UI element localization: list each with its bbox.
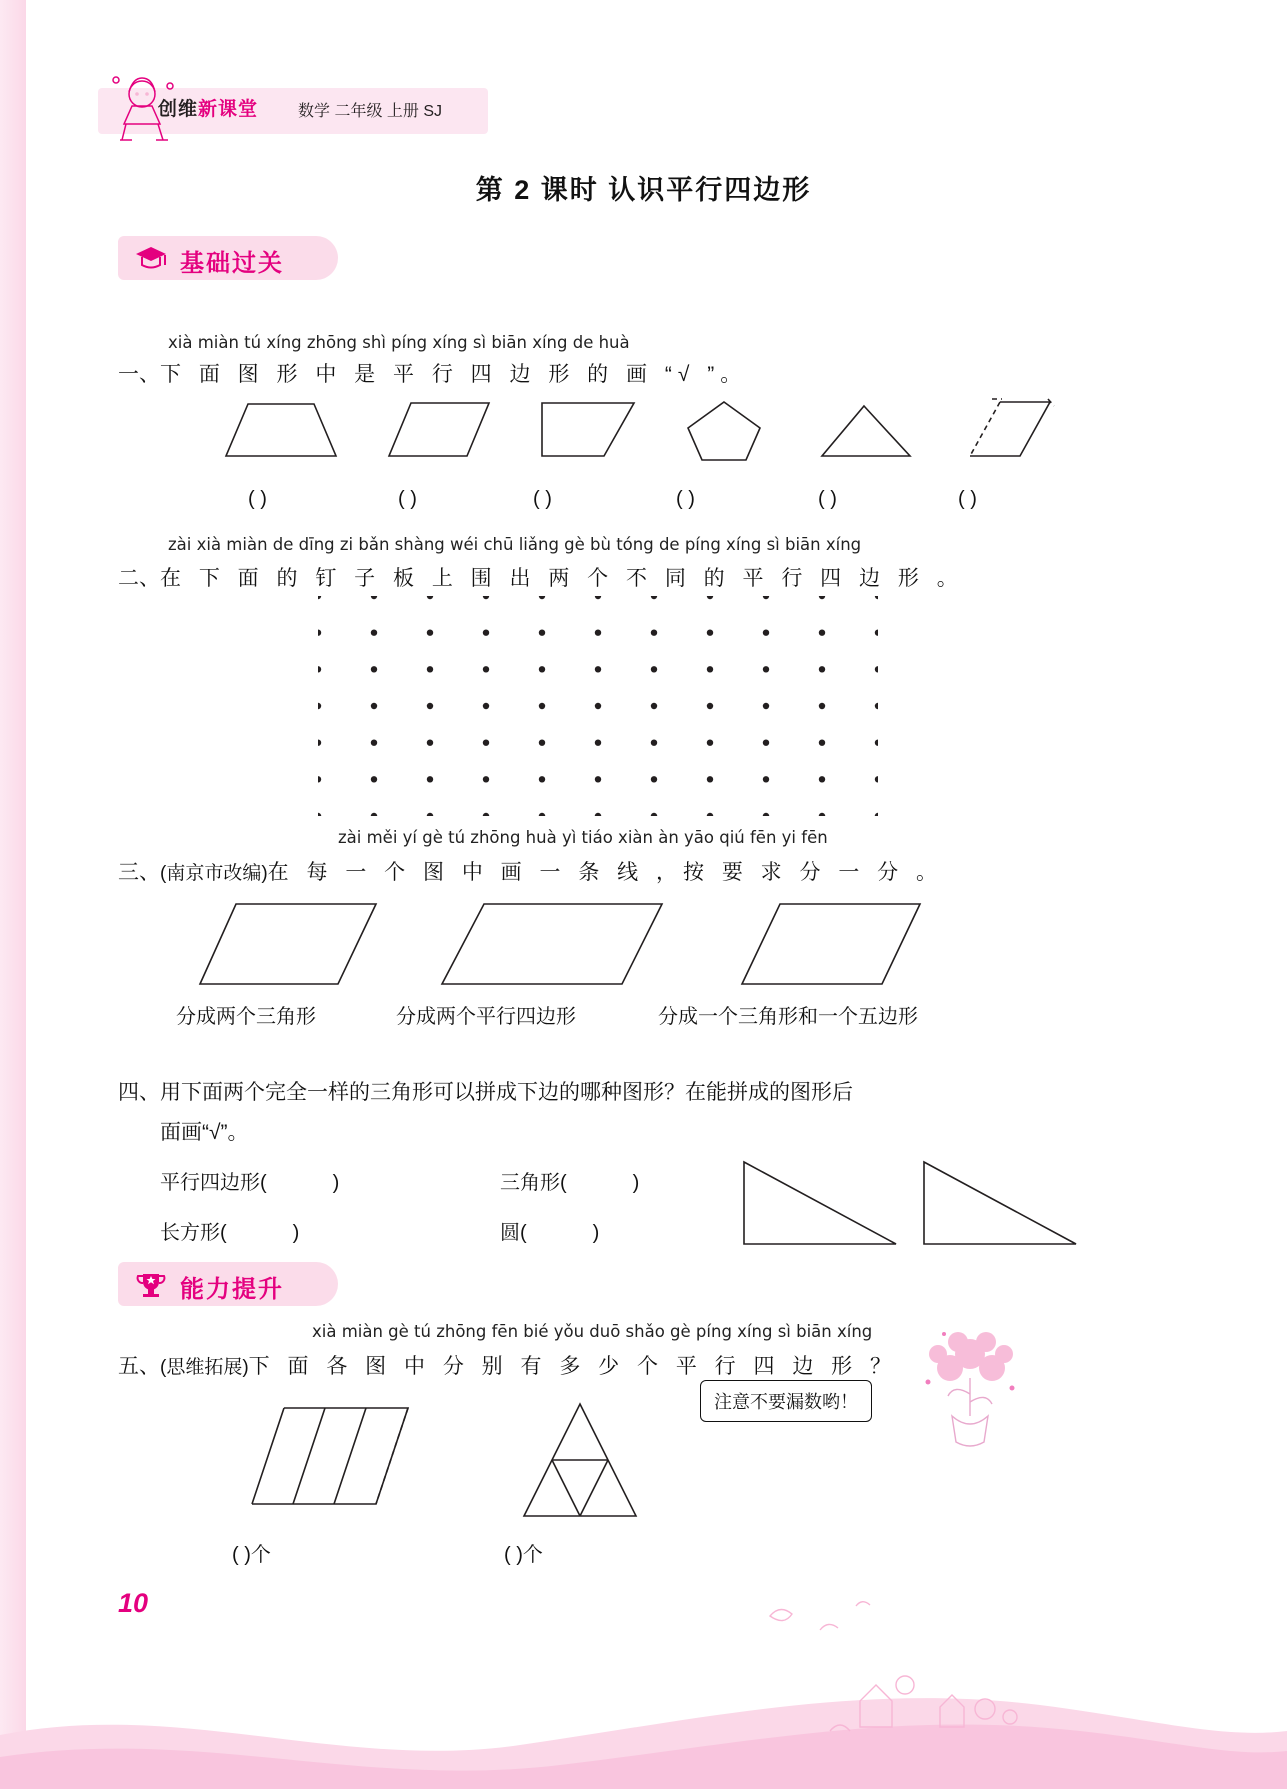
q4-body-1: 用下面两个完全一样的三角形可以拼成下边的哪种图形？在能拼成的图形后 xyxy=(160,1081,853,1104)
page-title: 第 2 课时 认识平行四边形 xyxy=(475,175,812,205)
q5-body: 下 面 各 图 中 分 别 有 多 少 个 平 行 四 边 形 ？ xyxy=(248,1355,898,1378)
q3-source: (南京市改编) xyxy=(160,863,268,884)
q1-shape-parallelogram xyxy=(385,398,495,462)
q5-figure-triangles xyxy=(520,1400,640,1524)
q4-option-3-label: 长方形( xyxy=(160,1222,227,1244)
q4-option-4[interactable] xyxy=(500,1216,599,1245)
q1-shape-trapezoid xyxy=(222,400,340,462)
q4-number: 四、 xyxy=(118,1081,160,1104)
q3-caption-3: 分成一个三角形和一个五边形 xyxy=(658,1006,918,1028)
q1-paren-1[interactable]: ( ) xyxy=(248,488,267,510)
q1-shape-parallelogram-dashed xyxy=(962,396,1056,462)
q4-triangle-2 xyxy=(920,1158,1080,1250)
q3-figure-2[interactable] xyxy=(438,900,666,990)
q4-option-1[interactable] xyxy=(160,1166,339,1195)
q4-text-line2: 面画“√”。 xyxy=(160,1121,249,1144)
section-banner-label-2: 能力提升 xyxy=(180,1276,284,1303)
q1-pinyin: xià miàn tú xíng zhōng shì píng xíng sì biān xíng de huà xyxy=(168,333,630,352)
q1-paren-6[interactable]: ( ) xyxy=(958,488,977,510)
q3-number: 三、 xyxy=(118,861,160,884)
q3-text xyxy=(118,856,943,886)
q1-paren-5[interactable]: ( ) xyxy=(818,488,837,510)
q2-number: 二、 xyxy=(118,567,160,590)
footer-doodle-icon xyxy=(760,1586,880,1646)
q4-option-3[interactable] xyxy=(160,1216,299,1245)
q4-option-2[interactable] xyxy=(500,1166,639,1195)
page-number: 10 xyxy=(118,1588,149,1618)
q5-paren-2[interactable]: ( )个 xyxy=(504,1544,543,1566)
q2-pinyin: zài xià miàn de dīng zi bǎn shàng wéi chū liǎng gè bù tóng de píng xíng sì biān xíng xyxy=(168,535,862,554)
header-subtitle: 数学 二年级 上册 SJ xyxy=(298,103,443,120)
q5-figure-parallelograms xyxy=(248,1404,418,1524)
q1-paren-4[interactable]: ( ) xyxy=(676,488,695,510)
q2-nail-board[interactable] xyxy=(318,596,878,816)
q3-caption-2: 分成两个平行四边形 xyxy=(396,1006,576,1028)
q1-paren-2[interactable]: ( ) xyxy=(398,488,417,510)
q4-option-2-label: 三角形( xyxy=(500,1172,567,1194)
q5-pinyin: xià miàn gè tú zhōng fēn bié yǒu duō shǎo gè píng xíng sì biān xíng xyxy=(312,1322,873,1341)
q3-caption-1: 分成两个三角形 xyxy=(176,1006,316,1028)
q3-figure-1[interactable] xyxy=(196,900,380,990)
q4-option-4-close: ) xyxy=(592,1222,600,1244)
q4-triangle-1 xyxy=(740,1158,900,1250)
q4-option-2-close: ) xyxy=(632,1172,640,1194)
brand-logo-pink: 新课堂 xyxy=(198,99,259,120)
hint-bubble: 注意不要漏数哟！ xyxy=(700,1380,872,1422)
q4-option-1-close: ) xyxy=(332,1172,340,1194)
section-banner-label: 基础过关 xyxy=(180,250,284,277)
q2-text xyxy=(118,562,964,592)
q5-source: (思维拓展) xyxy=(160,1357,249,1378)
q3-pinyin: zài měi yí gè tú zhōng huà yì tiáo xiàn àn yāo qiú fēn yi fēn xyxy=(338,828,828,847)
q1-shape-triangle xyxy=(818,402,914,460)
q4-option-1-label: 平行四边形( xyxy=(160,1172,267,1194)
q5-text xyxy=(118,1350,897,1380)
q3-figure-3[interactable] xyxy=(738,900,924,990)
q3-body: 在 每 一 个 图 中 画 一 条 线 ，按 要 求 分 一 分 。 xyxy=(267,861,944,884)
q2-body: 在 下 面 的 钉 子 板 上 围 出 两 个 不 同 的 平 行 四 边 形 。 xyxy=(160,567,964,590)
page-bottom-decoration xyxy=(0,1639,1287,1789)
q4-option-3-close: ) xyxy=(292,1222,300,1244)
graduation-cap-icon xyxy=(134,245,168,271)
q1-text xyxy=(118,358,747,388)
trophy-icon xyxy=(134,1271,168,1299)
page-left-decoration xyxy=(0,0,26,1789)
page-header xyxy=(98,88,488,134)
q1-number: 一、 xyxy=(118,363,160,386)
q4-option-4-label: 圆( xyxy=(500,1222,527,1244)
q1-body: 下 面 图 形 中 是 平 行 四 边 形 的 画 “√ ”。 xyxy=(160,363,748,386)
section-banner-basic xyxy=(118,236,348,280)
q5-number: 五、 xyxy=(118,1355,160,1378)
q1-shape-right-trapezoid xyxy=(538,398,640,462)
mascot-flower-icon xyxy=(900,1320,1040,1460)
q4-text-line1 xyxy=(118,1076,853,1106)
brand-logo xyxy=(158,94,258,121)
q5-paren-1[interactable]: ( )个 xyxy=(232,1544,271,1566)
q1-shape-pentagon xyxy=(684,398,764,464)
brand-logo-black: 创维 xyxy=(158,99,199,120)
section-banner-advanced xyxy=(118,1262,348,1306)
q1-paren-3[interactable]: ( ) xyxy=(533,488,552,510)
